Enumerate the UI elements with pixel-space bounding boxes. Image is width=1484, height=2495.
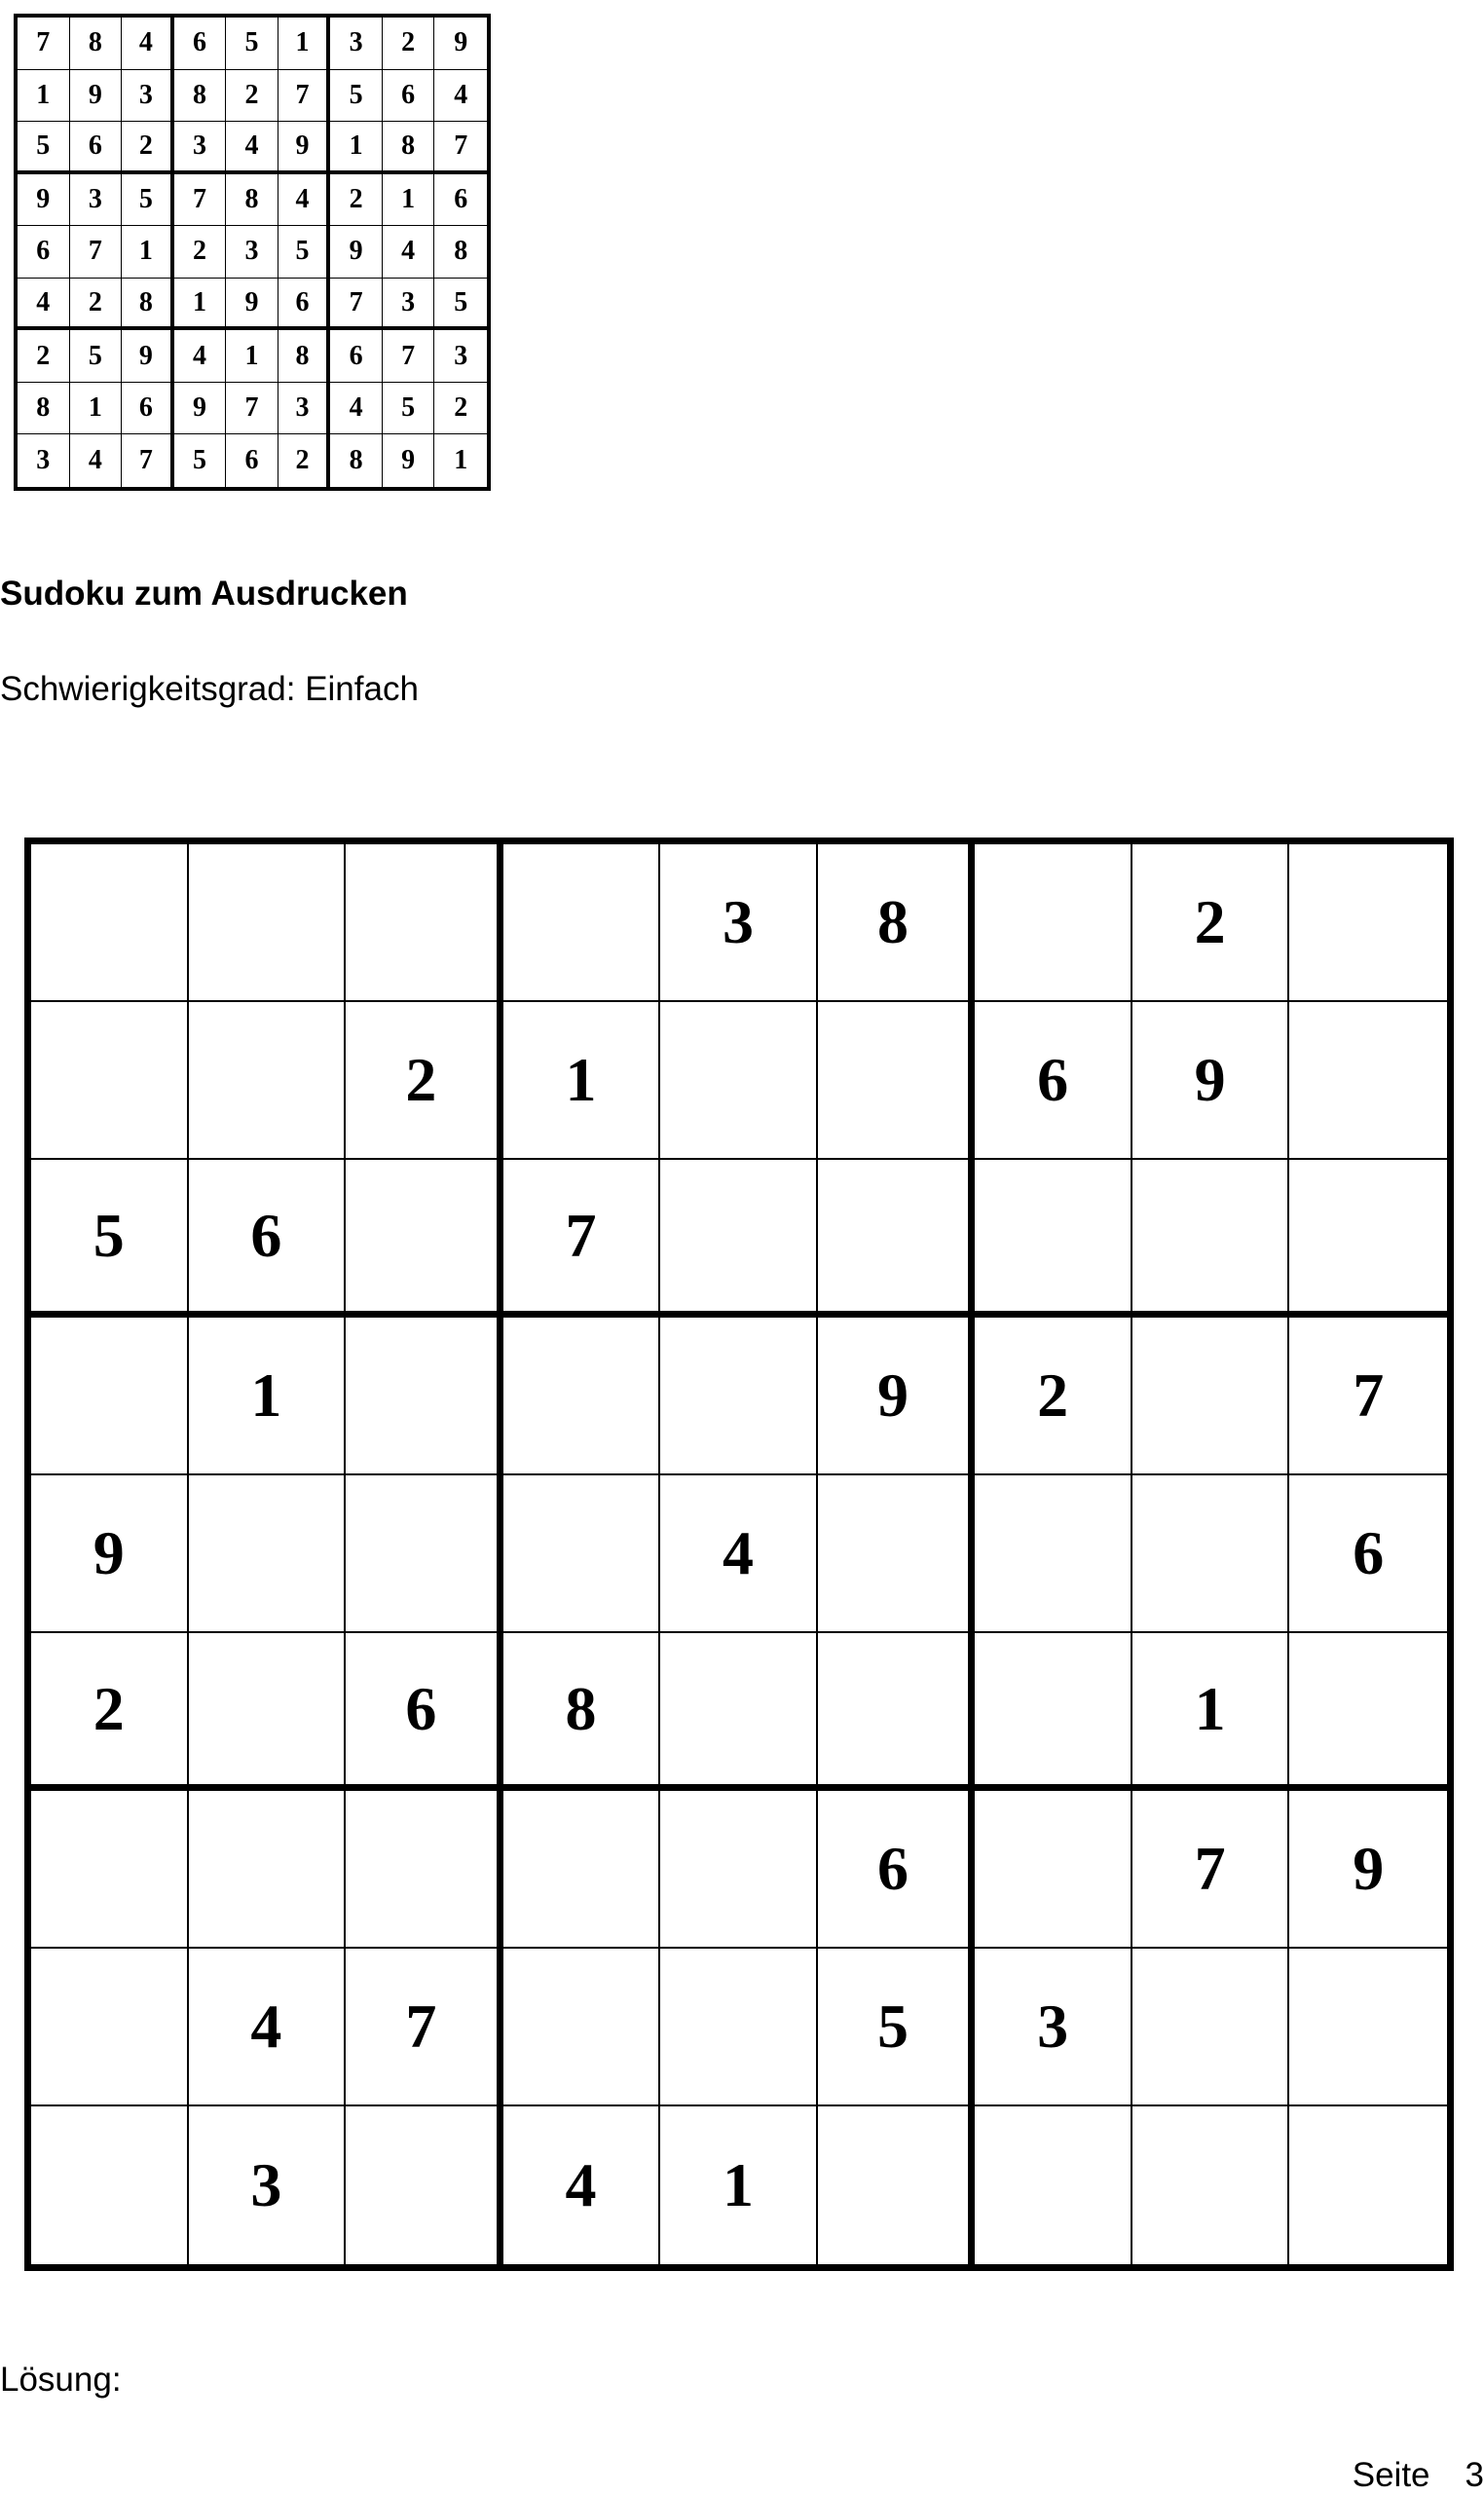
solution-cell: 5 [330,70,383,123]
puzzle-cell [346,1318,503,1475]
difficulty-label: Schwierigkeitsgrad: Einfach [0,670,419,708]
puzzle-cell [31,1949,189,2106]
puzzle-cell: 7 [1132,1791,1290,1949]
puzzle-cell [975,1475,1132,1633]
puzzle-cell [1289,1949,1447,2106]
solution-cell: 6 [330,330,383,383]
solution-cell: 6 [226,434,278,487]
solution-cell: 6 [434,174,487,227]
solution-cell: 5 [278,226,331,279]
solution-cell: 2 [226,70,278,123]
puzzle-cell [660,1949,818,2106]
solution-cell: 2 [278,434,331,487]
puzzle-cell: 6 [1289,1475,1447,1633]
solution-label: Lösung: [0,2361,122,2399]
solution-cell: 8 [226,174,278,227]
puzzle-cell: 8 [818,844,976,1002]
puzzle-cell: 4 [503,2106,661,2264]
solution-cell: 5 [122,174,174,227]
solution-cell: 7 [174,174,227,227]
solution-cell: 6 [122,383,174,435]
puzzle-cell [189,1475,347,1633]
solution-cell: 4 [278,174,331,227]
puzzle-cell [346,1791,503,1949]
solution-cell: 8 [18,383,70,435]
puzzle-cell: 6 [346,1633,503,1791]
puzzle-cell [503,1318,661,1475]
solution-cell: 1 [383,174,435,227]
puzzle-cell: 4 [189,1949,347,2106]
solution-cell: 3 [434,330,487,383]
puzzle-cell [660,1318,818,1475]
puzzle-cell [189,1002,347,1160]
solution-cell: 3 [330,18,383,70]
puzzle-cell [660,1633,818,1791]
solution-cell: 6 [278,279,331,331]
puzzle-cell [660,1791,818,1949]
puzzle-cell [503,1475,661,1633]
puzzle-cell [503,1949,661,2106]
solution-cell: 7 [70,226,123,279]
solution-cell: 3 [226,226,278,279]
solution-cell: 1 [330,122,383,174]
solution-cell: 5 [174,434,227,487]
puzzle-cell [31,1318,189,1475]
puzzle-cell [1289,1633,1447,1791]
solution-cell: 2 [70,279,123,331]
puzzle-cell [1132,2106,1290,2264]
solution-cell: 1 [70,383,123,435]
page-number: 3 [1465,2456,1484,2494]
solution-cell: 4 [122,18,174,70]
solution-cell: 4 [434,70,487,123]
puzzle-cell [1132,1475,1290,1633]
puzzle-cell: 2 [346,1002,503,1160]
puzzle-cell [31,1002,189,1160]
solution-cell: 9 [122,330,174,383]
solution-cell: 1 [18,70,70,123]
solution-cell: 8 [122,279,174,331]
puzzle-cell [818,1633,976,1791]
solution-cell: 1 [174,279,227,331]
solution-cell: 8 [70,18,123,70]
puzzle-cell: 2 [1132,844,1290,1002]
puzzle-cell [189,844,347,1002]
solution-cell: 9 [18,174,70,227]
puzzle-cell: 7 [346,1949,503,2106]
puzzle-cell [1132,1949,1290,2106]
solution-cell: 4 [330,383,383,435]
puzzle-cell [346,2106,503,2264]
puzzle-cell [1289,2106,1447,2264]
solution-cell: 3 [70,174,123,227]
solution-cell: 6 [174,18,227,70]
page-label: Seite [1352,2456,1430,2494]
puzzle-cell [1132,1318,1290,1475]
solution-cell: 7 [122,434,174,487]
puzzle-cell: 5 [31,1160,189,1318]
puzzle-cell [818,2106,976,2264]
solution-cell: 9 [278,122,331,174]
solution-cell: 2 [174,226,227,279]
puzzle-cell [1132,1160,1290,1318]
solution-cell: 3 [122,70,174,123]
solution-cell: 4 [383,226,435,279]
puzzle-cell: 1 [660,2106,818,2264]
puzzle-cell [503,844,661,1002]
solution-cell: 5 [383,383,435,435]
sudoku-puzzle-grid [24,838,1454,2271]
solution-cell: 2 [18,330,70,383]
puzzle-cell [660,1160,818,1318]
solution-cell: 2 [122,122,174,174]
puzzle-cell [818,1160,976,1318]
page-heading: Sudoku zum Ausdrucken [0,575,408,613]
puzzle-cell [189,1791,347,1949]
puzzle-cell [31,2106,189,2264]
puzzle-cell [503,1791,661,1949]
puzzle-cell [975,2106,1132,2264]
puzzle-cell [346,1475,503,1633]
solution-cell: 2 [434,383,487,435]
puzzle-cell: 7 [1289,1318,1447,1475]
solution-cell: 3 [18,434,70,487]
puzzle-cell [31,1791,189,1949]
solution-cell: 6 [70,122,123,174]
solution-cell: 7 [330,279,383,331]
puzzle-cell [818,1002,976,1160]
solution-cell: 7 [434,122,487,174]
puzzle-cell: 9 [1132,1002,1290,1160]
puzzle-cell: 1 [503,1002,661,1160]
puzzle-cell: 2 [975,1318,1132,1475]
solution-cell: 9 [434,18,487,70]
puzzle-cell [975,1633,1132,1791]
solution-cell: 4 [226,122,278,174]
solution-cell: 3 [278,383,331,435]
solution-cell: 4 [70,434,123,487]
solution-cell: 8 [278,330,331,383]
puzzle-cell: 1 [1132,1633,1290,1791]
puzzle-cell: 4 [660,1475,818,1633]
solution-cell: 7 [278,70,331,123]
solution-cell: 8 [330,434,383,487]
puzzle-cell: 3 [189,2106,347,2264]
puzzle-cell: 9 [1289,1791,1447,1949]
puzzle-cell [1289,844,1447,1002]
solution-grid [14,14,491,491]
solution-cell: 2 [330,174,383,227]
solution-cell: 5 [18,122,70,174]
solution-cell: 9 [383,434,435,487]
solution-cell: 7 [226,383,278,435]
solution-cell: 6 [383,70,435,123]
puzzle-cell: 6 [818,1791,976,1949]
solution-cell: 6 [18,226,70,279]
puzzle-cell [346,844,503,1002]
puzzle-cell [975,1160,1132,1318]
solution-cell: 5 [434,279,487,331]
solution-cell: 1 [278,18,331,70]
solution-cell: 5 [70,330,123,383]
puzzle-cell: 7 [503,1160,661,1318]
puzzle-cell: 1 [189,1318,347,1475]
puzzle-cell [975,1791,1132,1949]
solution-cell: 1 [226,330,278,383]
puzzle-cell [660,1002,818,1160]
solution-cell: 9 [330,226,383,279]
puzzle-cell [189,1633,347,1791]
puzzle-cell [31,844,189,1002]
puzzle-cell: 9 [818,1318,976,1475]
puzzle-cell: 8 [503,1633,661,1791]
solution-cell: 7 [18,18,70,70]
solution-cell: 4 [174,330,227,383]
solution-cell: 1 [454,445,468,476]
puzzle-cell: 9 [31,1475,189,1633]
solution-cell: 9 [226,279,278,331]
solution-cell: 3 [174,122,227,174]
solution-cell: 7 [383,330,435,383]
puzzle-cell [1289,1002,1447,1160]
solution-cell: 8 [383,122,435,174]
solution-cell: 3 [383,279,435,331]
puzzle-cell: 3 [660,844,818,1002]
puzzle-cell: 6 [189,1160,347,1318]
puzzle-cell [346,1160,503,1318]
solution-cell: 8 [434,226,487,279]
solution-cell: 5 [226,18,278,70]
puzzle-cell: 3 [975,1949,1132,2106]
solution-cell: 9 [70,70,123,123]
puzzle-cell: 2 [31,1633,189,1791]
page-footer [1353,2456,1484,2495]
solution-cell: 8 [174,70,227,123]
puzzle-cell [818,1475,976,1633]
solution-cell: 2 [383,18,435,70]
puzzle-cell [1289,1160,1447,1318]
solution-cell: 1 [122,226,174,279]
puzzle-cell [975,844,1132,1002]
puzzle-cell: 6 [975,1002,1132,1160]
solution-cell: 9 [174,383,227,435]
puzzle-cell: 5 [818,1949,976,2106]
solution-cell: 4 [18,279,70,331]
